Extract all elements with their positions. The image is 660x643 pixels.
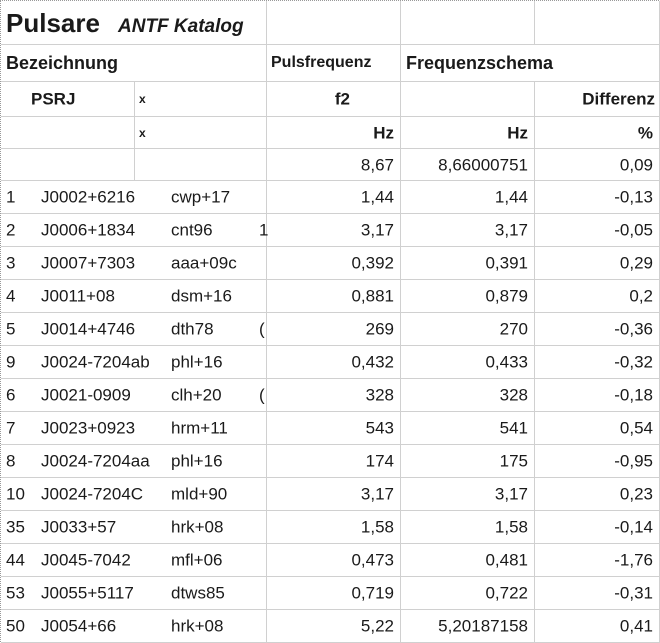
x-mark-cell[interactable] bbox=[135, 117, 267, 149]
differenz: -0,14 bbox=[614, 517, 653, 537]
pulsfrequenz: 3,17 bbox=[360, 220, 394, 240]
header-frequenzschema-cell[interactable] bbox=[401, 45, 660, 82]
psrj-name: J0007+7303 bbox=[41, 253, 136, 273]
frequenzschema: 0,433 bbox=[485, 352, 528, 372]
pulsfrequenz-cell[interactable] bbox=[267, 445, 401, 478]
bezeichnung-cell[interactable] bbox=[1, 544, 267, 577]
pulsfrequenz-cell[interactable] bbox=[267, 181, 401, 214]
differenz: -0,18 bbox=[614, 385, 653, 405]
header-row-units bbox=[1, 117, 660, 149]
psrj-name: J0055+5117 bbox=[41, 583, 134, 603]
frequenzschema-cell[interactable] bbox=[401, 280, 535, 313]
sheet-title: Pulsare bbox=[6, 8, 100, 38]
unit-cell[interactable] bbox=[267, 117, 401, 149]
differenz: -0,32 bbox=[614, 352, 653, 372]
empty-cell[interactable] bbox=[1, 149, 135, 181]
frequenzschema-cell[interactable] bbox=[401, 610, 535, 643]
row-number: 35 bbox=[6, 517, 25, 537]
empty-cell[interactable] bbox=[1, 117, 135, 149]
psrj-name: J0045-7042 bbox=[41, 550, 131, 570]
ref-frequenzschema-cell[interactable] bbox=[401, 149, 535, 181]
frequenzschema-cell[interactable] bbox=[401, 445, 535, 478]
table-row bbox=[1, 379, 660, 412]
pulsfrequenz-cell[interactable] bbox=[267, 346, 401, 379]
pulsfrequenz: 1,44 bbox=[360, 187, 394, 207]
frequenzschema-cell[interactable] bbox=[401, 181, 535, 214]
x-mark: x bbox=[139, 125, 146, 140]
psrj-name: J0006+1834 bbox=[41, 220, 136, 240]
bezeichnung-cell[interactable] bbox=[1, 412, 267, 445]
f2-label: f2 bbox=[334, 89, 350, 109]
frequenzschema: 0,481 bbox=[485, 550, 528, 570]
row-number: 7 bbox=[6, 418, 16, 438]
reference-code: hrk+08 bbox=[171, 616, 224, 636]
bezeichnung-cell[interactable] bbox=[1, 280, 267, 313]
psrj-name: J0011+08 bbox=[41, 286, 115, 306]
psrj-name: J0033+57 bbox=[41, 517, 117, 537]
title-row bbox=[1, 1, 660, 45]
frequenzschema-cell[interactable] bbox=[401, 478, 535, 511]
table-row bbox=[1, 280, 660, 313]
frequenzschema-cell[interactable] bbox=[401, 544, 535, 577]
header-row-2 bbox=[1, 82, 660, 117]
frequenzschema: 1,58 bbox=[494, 517, 528, 537]
row-number: 2 bbox=[6, 220, 16, 240]
pulsfrequenz-cell[interactable] bbox=[267, 544, 401, 577]
ref-differenz: 0,09 bbox=[619, 155, 653, 174]
bezeichnung-cell[interactable] bbox=[1, 478, 267, 511]
frequenzschema-cell[interactable] bbox=[401, 511, 535, 544]
reference-code: dsm+16 bbox=[171, 286, 232, 306]
bezeichnung-cell[interactable] bbox=[1, 445, 267, 478]
bezeichnung-cell[interactable] bbox=[1, 313, 267, 346]
bezeichnung-cell[interactable] bbox=[1, 511, 267, 544]
header-bezeichnung-cell[interactable] bbox=[1, 45, 267, 82]
overflow-text: ( bbox=[259, 319, 265, 339]
unit-hz: Hz bbox=[373, 123, 394, 142]
differenz: -0,05 bbox=[614, 220, 653, 240]
pulsfrequenz: 5,22 bbox=[360, 616, 394, 636]
header-pulsfrequenz: Pulsfrequenz bbox=[271, 54, 372, 71]
frequenzschema: 541 bbox=[499, 418, 528, 438]
empty-cell[interactable] bbox=[267, 1, 401, 45]
psrj-name: J0023+0923 bbox=[41, 418, 136, 438]
psrj-cell[interactable] bbox=[1, 82, 135, 117]
differenz: -0,31 bbox=[614, 583, 653, 603]
bezeichnung-cell[interactable] bbox=[1, 247, 267, 280]
frequenzschema-cell[interactable] bbox=[401, 379, 535, 412]
ref-frequenzschema: 8,66000751 bbox=[438, 155, 528, 174]
header-frequenzschema: Frequenzschema bbox=[406, 53, 554, 73]
header-bezeichnung: Bezeichnung bbox=[6, 53, 119, 73]
pulsfrequenz: 543 bbox=[365, 418, 394, 438]
row-number: 1 bbox=[6, 187, 16, 207]
frequenzschema: 5,20187158 bbox=[438, 616, 528, 636]
pulsfrequenz-cell[interactable] bbox=[267, 610, 401, 643]
row-number: 44 bbox=[6, 550, 25, 570]
pulsfrequenz-cell[interactable] bbox=[267, 247, 401, 280]
differenz-cell[interactable] bbox=[535, 181, 660, 214]
differenz: 0,2 bbox=[629, 286, 653, 306]
differenz: -0,13 bbox=[614, 187, 653, 207]
row-number: 9 bbox=[6, 352, 16, 372]
frequenzschema: 3,17 bbox=[494, 220, 528, 240]
differenz: 0,41 bbox=[619, 616, 653, 636]
overflow-text: ( bbox=[259, 385, 265, 405]
frequenzschema: 175 bbox=[499, 451, 528, 471]
row-number: 50 bbox=[6, 616, 25, 636]
pulsfrequenz: 0,719 bbox=[351, 583, 394, 603]
pulsfrequenz: 0,392 bbox=[351, 253, 394, 273]
reference-code: hrk+08 bbox=[171, 517, 224, 537]
empty-cell[interactable] bbox=[535, 1, 660, 45]
differenz-cell[interactable] bbox=[535, 445, 660, 478]
psrj-name: J0002+6216 bbox=[41, 187, 136, 207]
pulsfrequenz: 328 bbox=[365, 385, 394, 405]
pulsfrequenz: 269 bbox=[365, 319, 394, 339]
empty-cell[interactable] bbox=[135, 149, 267, 181]
pulsfrequenz-cell[interactable] bbox=[267, 577, 401, 610]
differenz: -0,95 bbox=[614, 451, 653, 471]
frequenzschema-cell[interactable] bbox=[401, 313, 535, 346]
row-number: 3 bbox=[6, 253, 16, 273]
x-mark: x bbox=[139, 92, 146, 106]
pulsfrequenz-cell[interactable] bbox=[267, 313, 401, 346]
f2-cell[interactable] bbox=[267, 82, 401, 117]
psrj-name: J0054+66 bbox=[41, 616, 117, 636]
title-cell[interactable] bbox=[1, 1, 267, 45]
unit-cell[interactable] bbox=[401, 117, 535, 149]
table-row bbox=[1, 412, 660, 445]
table-row bbox=[1, 544, 660, 577]
header-row-1 bbox=[1, 45, 660, 82]
reference-code: mld+90 bbox=[171, 484, 228, 504]
differenz: 0,54 bbox=[619, 418, 653, 438]
bezeichnung-cell[interactable] bbox=[1, 214, 267, 247]
row-number: 53 bbox=[6, 583, 25, 603]
table-row bbox=[1, 346, 660, 379]
pulsfrequenz-cell[interactable] bbox=[267, 478, 401, 511]
unit-cell[interactable] bbox=[535, 117, 660, 149]
pulsfrequenz-cell[interactable] bbox=[267, 511, 401, 544]
table-row bbox=[1, 445, 660, 478]
differenz-cell[interactable] bbox=[535, 412, 660, 445]
table-row bbox=[1, 214, 660, 247]
table-row bbox=[1, 511, 660, 544]
differenz-cell[interactable] bbox=[535, 346, 660, 379]
differenz-cell[interactable] bbox=[535, 511, 660, 544]
row-number: 10 bbox=[6, 484, 25, 504]
differenz: 0,23 bbox=[619, 484, 653, 504]
x-mark-cell[interactable] bbox=[135, 82, 267, 117]
differenz-cell[interactable] bbox=[535, 379, 660, 412]
pulsfrequenz: 3,17 bbox=[360, 484, 394, 504]
pulsfrequenz-cell[interactable] bbox=[267, 214, 401, 247]
reference-code: hrm+11 bbox=[171, 418, 228, 438]
pulsfrequenz-cell[interactable] bbox=[267, 412, 401, 445]
psrj-name: J0024-7204C bbox=[41, 484, 144, 504]
reference-code: phl+16 bbox=[171, 451, 223, 471]
differenz-cell[interactable] bbox=[535, 280, 660, 313]
pulsfrequenz: 0,881 bbox=[351, 286, 394, 306]
differenz-label: Differenz bbox=[582, 89, 655, 109]
frequenzschema-cell[interactable] bbox=[401, 412, 535, 445]
psrj-name: J0021-0909 bbox=[41, 385, 131, 405]
pulsfrequenz-cell[interactable] bbox=[267, 379, 401, 412]
pulsfrequenz: 0,473 bbox=[351, 550, 394, 570]
reference-code: cnt96 bbox=[171, 220, 213, 240]
frequenzschema: 3,17 bbox=[494, 484, 528, 504]
empty-cell[interactable] bbox=[401, 1, 535, 45]
unit-hz: Hz bbox=[507, 123, 528, 142]
psrj-name: J0014+4746 bbox=[41, 319, 136, 339]
reference-code: mfl+06 bbox=[171, 550, 223, 570]
frequenzschema: 270 bbox=[499, 319, 528, 339]
reference-code: aaa+09c bbox=[171, 253, 237, 273]
differenz-cell[interactable] bbox=[535, 478, 660, 511]
frequenzschema: 0,391 bbox=[485, 253, 528, 273]
bezeichnung-cell[interactable] bbox=[1, 346, 267, 379]
frequenzschema: 0,722 bbox=[485, 583, 528, 603]
psrj-label: PSRJ bbox=[31, 89, 76, 109]
header-pulsfrequenz-cell[interactable] bbox=[267, 45, 401, 82]
frequenzschema: 328 bbox=[499, 385, 528, 405]
empty-cell[interactable] bbox=[401, 82, 535, 117]
differenz: 0,29 bbox=[619, 253, 653, 273]
differenz: -1,76 bbox=[614, 550, 653, 570]
reference-code: dth78 bbox=[171, 319, 214, 339]
differenz-cell[interactable] bbox=[535, 577, 660, 610]
differenz: -0,36 bbox=[614, 319, 653, 339]
frequenzschema-cell[interactable] bbox=[401, 214, 535, 247]
row-number: 8 bbox=[6, 451, 16, 471]
unit-percent: % bbox=[637, 123, 653, 142]
frequenzschema: 1,44 bbox=[494, 187, 528, 207]
pulsfrequenz: 0,432 bbox=[351, 352, 394, 372]
ref-pulsfrequenz-cell[interactable] bbox=[267, 149, 401, 181]
ref-pulsfrequenz: 8,67 bbox=[360, 155, 394, 174]
differenz-cell[interactable] bbox=[535, 247, 660, 280]
frequenzschema-cell[interactable] bbox=[401, 577, 535, 610]
psrj-name: J0024-7204ab bbox=[41, 352, 150, 372]
table-row bbox=[1, 247, 660, 280]
ref-differenz-cell[interactable] bbox=[535, 149, 660, 181]
differenz-cell[interactable] bbox=[535, 610, 660, 643]
differenz-cell[interactable] bbox=[535, 544, 660, 577]
reference-code: clh+20 bbox=[171, 385, 222, 405]
pulsfrequenz-cell[interactable] bbox=[267, 280, 401, 313]
reference-code: phl+16 bbox=[171, 352, 223, 372]
frequenzschema-cell[interactable] bbox=[401, 247, 535, 280]
bezeichnung-cell[interactable] bbox=[1, 610, 267, 643]
frequenzschema: 0,879 bbox=[485, 286, 528, 306]
overflow-text: 1 bbox=[259, 220, 269, 240]
table-row bbox=[1, 478, 660, 511]
frequenzschema-cell[interactable] bbox=[401, 346, 535, 379]
differenz-cell[interactable] bbox=[535, 214, 660, 247]
pulsfrequenz: 174 bbox=[365, 451, 394, 471]
bezeichnung-cell[interactable] bbox=[1, 379, 267, 412]
sheet-subtitle: ANTF Katalog bbox=[118, 16, 244, 37]
row-number: 6 bbox=[6, 385, 16, 405]
table-row bbox=[1, 181, 660, 214]
table-row bbox=[1, 577, 660, 610]
differenz-cell[interactable] bbox=[535, 82, 660, 117]
differenz-cell[interactable] bbox=[535, 313, 660, 346]
pulsfrequenz: 1,58 bbox=[360, 517, 394, 537]
reference-row bbox=[1, 149, 660, 181]
psrj-name: J0024-7204aa bbox=[41, 451, 150, 471]
bezeichnung-cell[interactable] bbox=[1, 577, 267, 610]
reference-code: cwp+17 bbox=[171, 187, 231, 207]
row-number: 5 bbox=[6, 319, 16, 339]
row-number: 4 bbox=[6, 286, 16, 306]
reference-code: dtws85 bbox=[171, 583, 225, 603]
table-row bbox=[1, 610, 660, 643]
table-row bbox=[1, 313, 660, 346]
bezeichnung-cell[interactable] bbox=[1, 181, 267, 214]
